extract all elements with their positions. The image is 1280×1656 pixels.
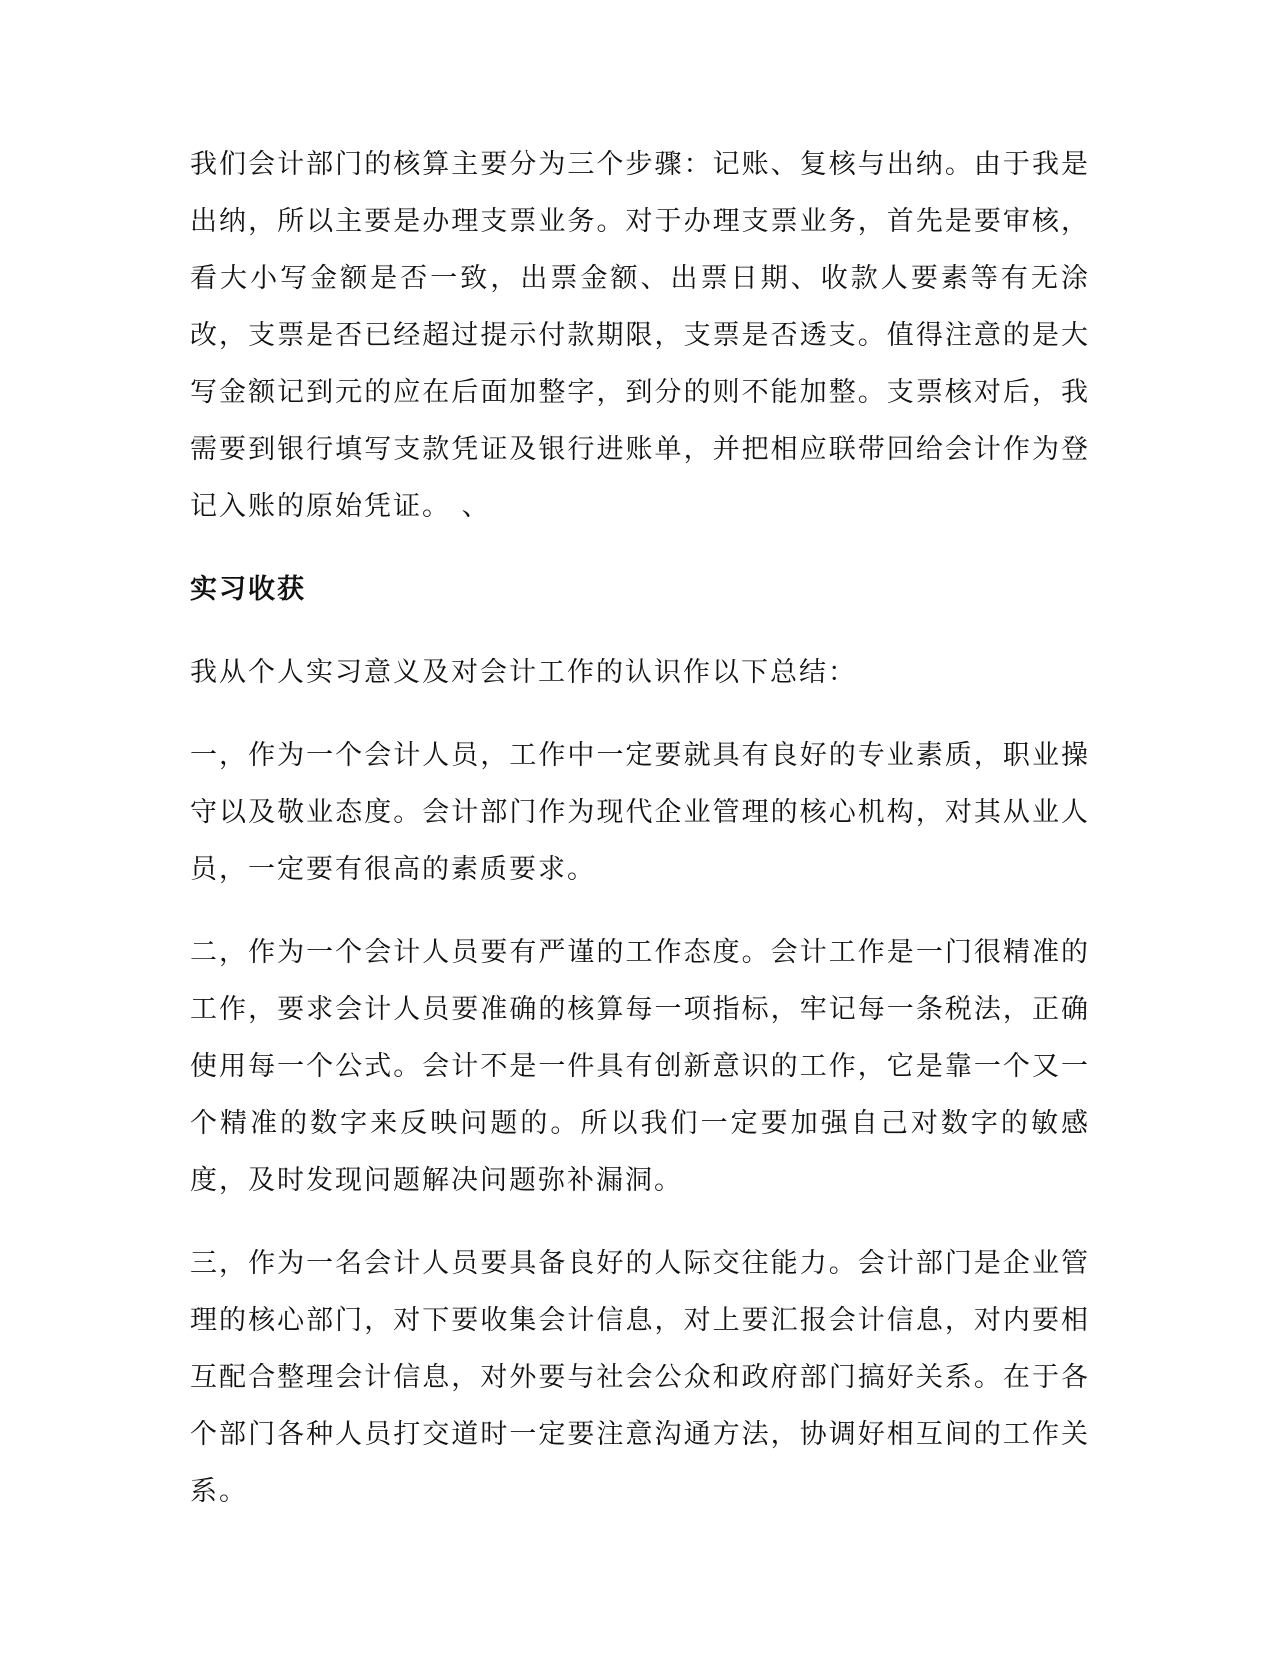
section-heading: 实习收获 bbox=[190, 574, 306, 605]
point-paragraph-3: 三，作为一名会计人员要具备良好的人际交往能力。会计部门是企业管理的核心部门，对下要收集会计信息，对上要汇报会计信息，对内要相互配合整理会计信息，对外要与社会公众和政府部门搞好关系。在于各个部门各种人员打交道时一定要注意沟通方法，协调好相互间的工作关系。 bbox=[190, 1248, 1090, 1507]
summary-intro-paragraph: 我从个人实习意义及对会计工作的认识作以下总结： bbox=[190, 657, 857, 688]
document-body bbox=[190, 136, 1090, 1546]
point-paragraph-1: 一，作为一个会计人员，工作中一定要就具有良好的专业素质，职业操守以及敬业态度。会计部门作为现代企业管理的核心机构，对其从业人员，一定要有很高的素质要求。 bbox=[190, 740, 1090, 885]
point-paragraph-2: 二，作为一个会计人员要有严谨的工作态度。会计工作是一门很精准的工作，要求会计人员要准确的核算每一项指标，牢记每一条税法，正确使用每一个公式。会计不是一件具有创新意识的工作，它是靠一个又一个精准的数字来反映问题的。所以我们一定要加强自己对数字的敏感度，及时发现问题解决问题弥补漏洞。 bbox=[190, 937, 1090, 1196]
intro-paragraph: 我们会计部门的核算主要分为三个步骤：记账、复核与出纳。由于我是出纳，所以主要是办理支票业务。对于办理支票业务，首先是要审核，看大小写金额是否一致，出票金额、出票日期、收款人要素等有无涂改，支票是否已经超过提示付款期限，支票是否透支。值得注意的是大写金额记到元的应在后面加整字，到分的则不能加整。支票核对后，我需要到银行填写支款凭证及银行进账单，并把相应联带回给会计作为登记入账的原始凭证。 、 bbox=[190, 149, 1090, 522]
